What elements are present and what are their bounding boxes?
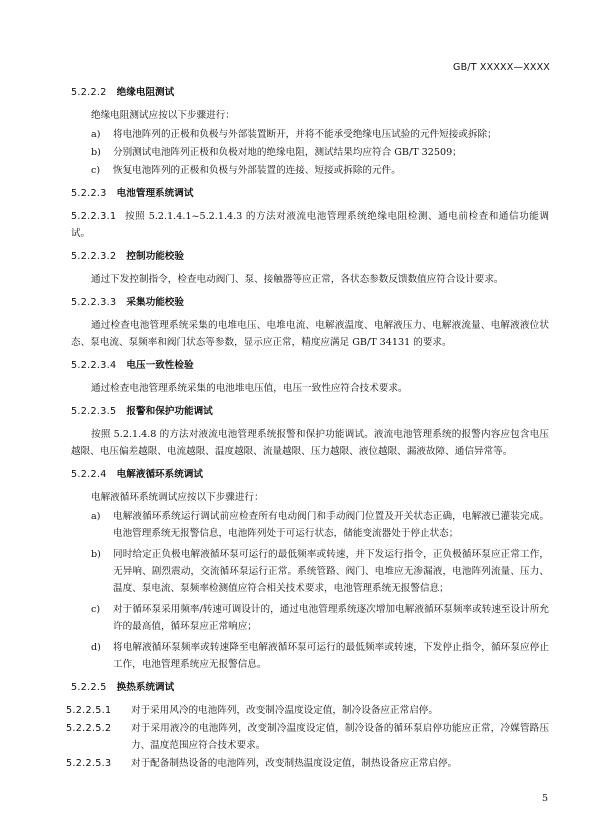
list-item <box>91 508 549 542</box>
heading-number: 5.2.2.5 <box>71 682 107 693</box>
clause-number: 5.2.2.5.3 <box>66 758 112 769</box>
standard-code: GB/T XXXXX—XXXX <box>453 62 550 73</box>
page-number: 5 <box>541 793 548 804</box>
paragraph: 通过检查电池管理系统采集的电堆电压、电堆电流、电解液温度、电解液压力、电解液流量、电解液液位状态、泵电流、泵频率和阀门状态等参数，显示应正常，精度应满足 GB/T 34131 的要求。 <box>71 320 549 348</box>
heading-bms-debug <box>71 185 549 202</box>
paragraph: 电解液循环系统调试应按以下步骤进行： <box>91 492 264 503</box>
list-marker: d) <box>91 642 101 653</box>
paragraph: 绝缘电阻测试应按以下步骤进行： <box>91 110 235 121</box>
clause-number: 5.2.2.5.2 <box>66 723 112 734</box>
clause-row <box>66 702 549 719</box>
list-marker: a) <box>91 129 101 140</box>
heading-control-check <box>71 248 549 265</box>
list-marker: c) <box>91 165 101 176</box>
heading-title: 电压一致性检验 <box>126 360 194 371</box>
heading-electrolyte-circulation <box>71 466 549 483</box>
heading-title: 绝缘电阻测试 <box>116 87 175 98</box>
clause-list <box>66 702 549 772</box>
clause-number: 5.2.2.5.1 <box>66 705 112 716</box>
heading-voltage-consistency <box>71 357 549 374</box>
clause-text: 对于采用风冷的电池阵列，改变制冷温度设定值，制冷设备应正常启停。 <box>131 705 438 716</box>
heading-number: 5.2.2.3.3 <box>71 297 117 308</box>
list-item <box>91 639 549 673</box>
paragraph: 通过下发控制指令，检查电动阀门、泵、接触器等应正常，各状态参数反馈数值应符合设计要求。 <box>91 274 504 285</box>
heading-title: 电解液循环系统调试 <box>116 469 204 480</box>
clause-text: 对于采用液冷的电池阵列，改变制冷温度设定值，制冷设备的循环泵启停功能应正常，冷媒管路压力、温度范围应符合技术要求。 <box>131 723 549 751</box>
heading-title: 控制功能校验 <box>126 251 184 262</box>
heading-number: 5.2.2.3.5 <box>71 406 117 417</box>
list-marker: c) <box>91 604 101 615</box>
heading-number: 5.2.2.3 <box>71 188 107 199</box>
list-marker: a) <box>91 511 101 522</box>
list-text: 分别测试电池阵列正极和负极对地的绝缘电阻，测试结果均应符合 GB/T 32509； <box>113 147 462 158</box>
paragraph <box>71 208 549 242</box>
heading-number: 5.2.2.3.2 <box>71 251 117 262</box>
heading-acquisition-check <box>71 294 549 311</box>
heading-heat-exchange <box>71 679 549 696</box>
heading-number: 5.2.2.2 <box>71 87 107 98</box>
heading-title: 采集功能校验 <box>126 297 184 308</box>
list-text: 将电解液循环泵频率或转速降至电解液循环泵可运行的最低频率或转速，下发停止指令，循环泵应停止工作，电池管理系统应无报警信息。 <box>113 642 549 670</box>
list-item <box>91 601 549 635</box>
list-item <box>91 144 549 161</box>
list-item <box>91 126 549 143</box>
list-text: 同时给定正负极电解液循环泵可运行的最低频率或转速，并下发运行指令，正负极循环泵应正常工作，无异响、剧烈震动，交流循环泵运行正常。系统管路、阀门、电堆应无渗漏液，电池阵列流量、压力、温度、泵电流、泵频率检测值应符合相关技术要求，电池管理系统无报警信息； <box>113 549 549 594</box>
list-item <box>91 546 549 597</box>
list-text: 恢复电池阵列的正极和负极与外部装置的连接、短接或拆除的元件。 <box>113 165 401 176</box>
clause-text: 对于配备制热设备的电池阵列，改变制热温度设定值，制热设备应正常启停。 <box>131 758 458 769</box>
clause-number: 5.2.2.3.1 <box>71 211 117 222</box>
list-text: 电解液循环系统运行调试前应检查所有电动阀门和手动阀门位置及开关状态正确，电解液已灌装完成。电池管理系统无报警信息，电池阵列处于可运行状态，储能变流器处于停止状态； <box>113 511 549 539</box>
paragraph: 通过检查电池管理系统采集的电池堆电压值，电压一致性应符合技术要求。 <box>91 383 408 394</box>
list-marker: b) <box>91 549 101 560</box>
heading-title: 换热系统调试 <box>116 682 175 693</box>
clause-row <box>66 720 549 754</box>
heading-title: 电池管理系统调试 <box>116 188 194 199</box>
heading-number: 5.2.2.4 <box>71 469 107 480</box>
list-text: 将电池阵列的正极和负极与外部装置断开，并将不能承受绝缘电压试验的元件短接或拆除； <box>113 129 497 140</box>
document-body <box>66 84 549 773</box>
step-list <box>91 508 549 673</box>
step-list <box>91 126 549 179</box>
heading-insulation-test <box>71 84 549 101</box>
clause-row <box>66 755 549 772</box>
list-item <box>91 162 549 179</box>
heading-number: 5.2.2.3.4 <box>71 360 117 371</box>
clause-text: 按照 5.2.1.4.1~5.2.1.4.3 的方法对液流电池管理系统绝缘电阻检测、通电前检查和通信功能调试。 <box>71 211 549 239</box>
heading-alarm-protection <box>71 403 549 420</box>
list-text: 对于循环泵采用频率/转速可调设计的，通过电池管理系统逐次增加电解液循环泵频率或转速至设计所允许的最高值，循环泵应正常响应； <box>113 604 549 632</box>
list-marker: b) <box>91 147 101 158</box>
heading-title: 报警和保护功能调试 <box>126 406 213 417</box>
paragraph: 按照 5.2.1.4.8 的方法对液流电池管理系统报警和保护功能调试。液流电池管理系统的报警内容应包含电压越限、电压偏差越限、电流越限、温度越限、流量越限、压力越限、液位越限、漏液故障、通信异常等。 <box>71 429 549 457</box>
